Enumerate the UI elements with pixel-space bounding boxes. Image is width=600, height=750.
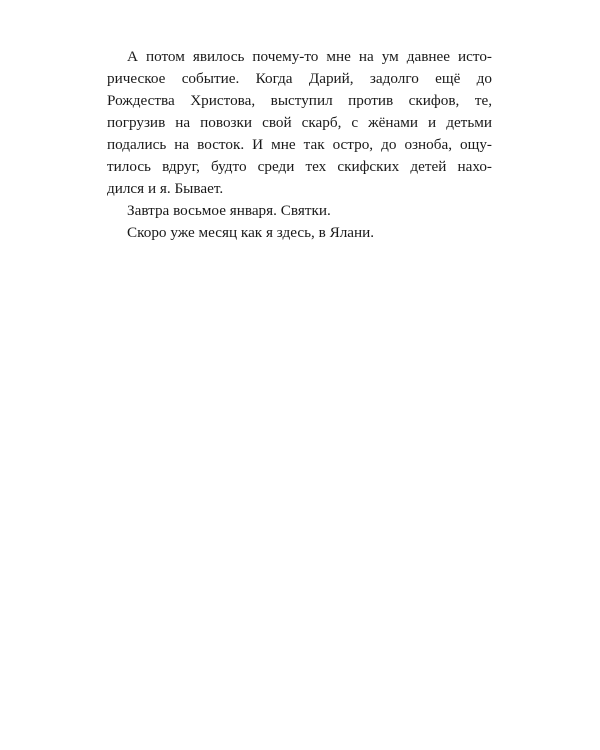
text-block bbox=[107, 46, 492, 244]
paragraph-2 bbox=[107, 200, 492, 222]
text-line: дился и я. Бывает. bbox=[107, 180, 224, 197]
text-line: Скоро уже месяц как я здесь, в Ялани. bbox=[127, 224, 375, 241]
text-line: Завтра восьмое января. Святки. bbox=[127, 202, 331, 219]
text-line: рическое событие. Когда Дарий, задолго ещё до bbox=[107, 70, 492, 87]
paragraph-3 bbox=[107, 222, 492, 244]
text-line: Рождества Христова, выступил против скифов, те, bbox=[107, 92, 492, 109]
text-line: погрузив на повозки свой скарб, с жёнами и детьми bbox=[107, 114, 492, 131]
text-line: А потом явилось почему-то мне на ум давнее исто- bbox=[127, 48, 492, 65]
text-line: тилось вдруг, будто среди тех скифских детей нахо- bbox=[107, 158, 492, 175]
paragraph-1 bbox=[107, 46, 492, 200]
text-line: подались на восток. И мне так остро, до озноба, ощу- bbox=[107, 136, 492, 153]
